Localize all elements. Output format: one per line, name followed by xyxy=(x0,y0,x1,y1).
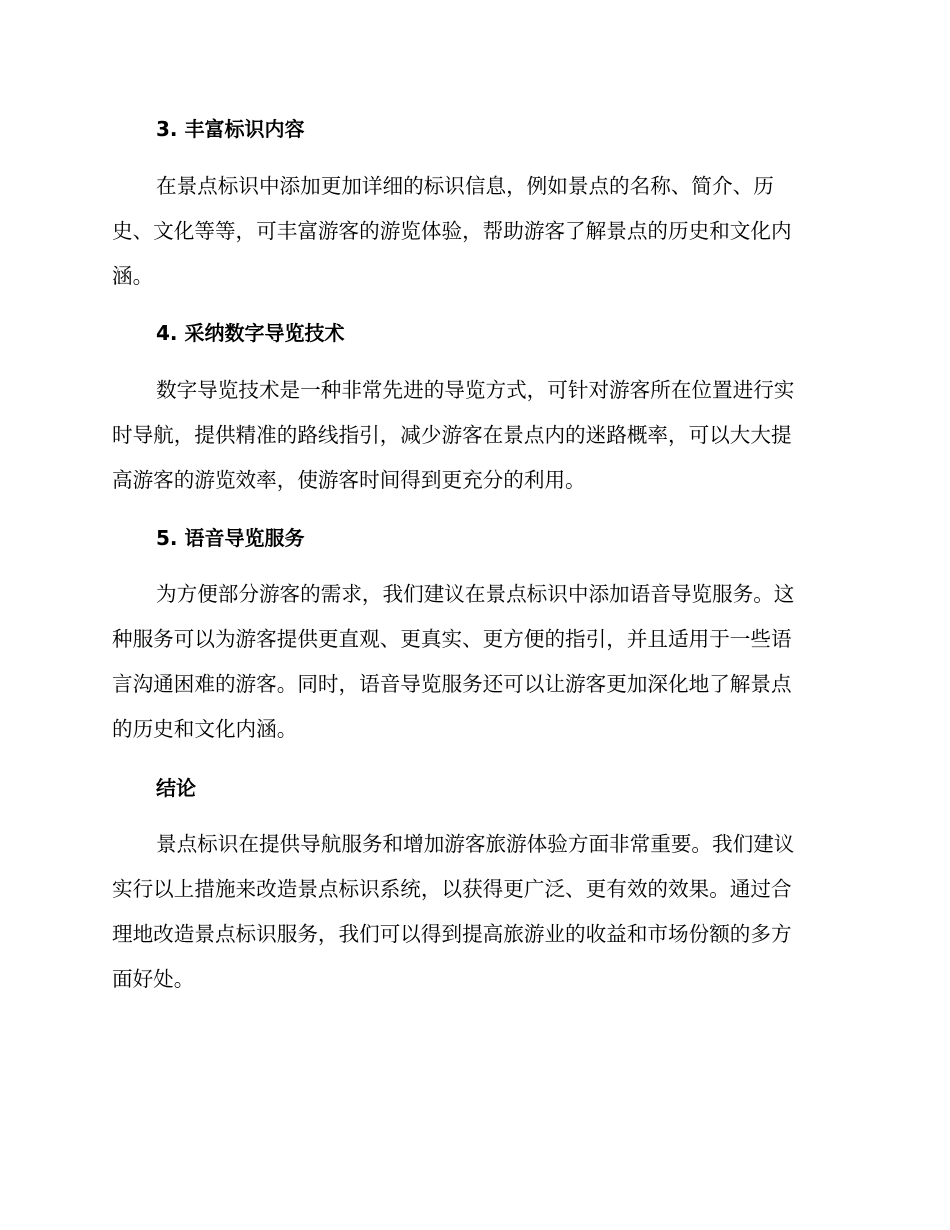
paragraph-line: 言沟通困难的游客。同时，语音导览服务还可以让游客更加深化地了解景点 xyxy=(112,672,792,696)
paragraph-line: 史、文化等等，可丰富游客的游览体验，帮助游客了解景点的历史和文化内 xyxy=(112,219,792,243)
conclusion-heading: 结论 xyxy=(156,776,196,800)
paragraph-line: 高游客的游览效率，使游客时间得到更充分的利用。 xyxy=(112,468,586,492)
paragraph-line: 面好处。 xyxy=(112,967,195,991)
section-heading-4: 4. 采纳数字导览技术 xyxy=(156,321,345,345)
section-paragraph-4 xyxy=(112,368,832,503)
section-paragraph-5 xyxy=(112,572,832,752)
paragraph-line: 理地改造景点标识服务，我们可以得到提高旅游业的收益和市场份额的多方 xyxy=(112,922,792,946)
paragraph-line: 种服务可以为游客提供更直观、更真实、更方便的指引，并且适用于一些语 xyxy=(112,627,792,651)
section-heading-3: 3. 丰富标识内容 xyxy=(156,117,305,141)
section-heading-5: 5. 语音导览服务 xyxy=(156,526,305,550)
paragraph-line: 景点标识在提供导航服务和增加游客旅游体验方面非常重要。我们建议 xyxy=(156,832,795,856)
paragraph-line: 实行以上措施来改造景点标识系统，以获得更广泛、更有效的效果。通过合 xyxy=(112,877,792,901)
paragraph-line: 数字导览技术是一种非常先进的导览方式，可针对游客所在位置进行实 xyxy=(156,378,795,402)
paragraph-line: 涵。 xyxy=(112,264,154,288)
conclusion-paragraph xyxy=(112,822,832,1002)
paragraph-line: 的历史和文化内涵。 xyxy=(112,717,298,741)
paragraph-line: 为方便部分游客的需求，我们建议在景点标识中添加语音导览服务。这 xyxy=(156,582,795,606)
paragraph-line: 时导航，提供精准的路线指引，减少游客在景点内的迷路概率，可以大大提 xyxy=(112,423,792,447)
paragraph-line: 在景点标识中添加更加详细的标识信息，例如景点的名称、简介、历 xyxy=(156,174,774,198)
section-paragraph-3 xyxy=(112,164,832,299)
